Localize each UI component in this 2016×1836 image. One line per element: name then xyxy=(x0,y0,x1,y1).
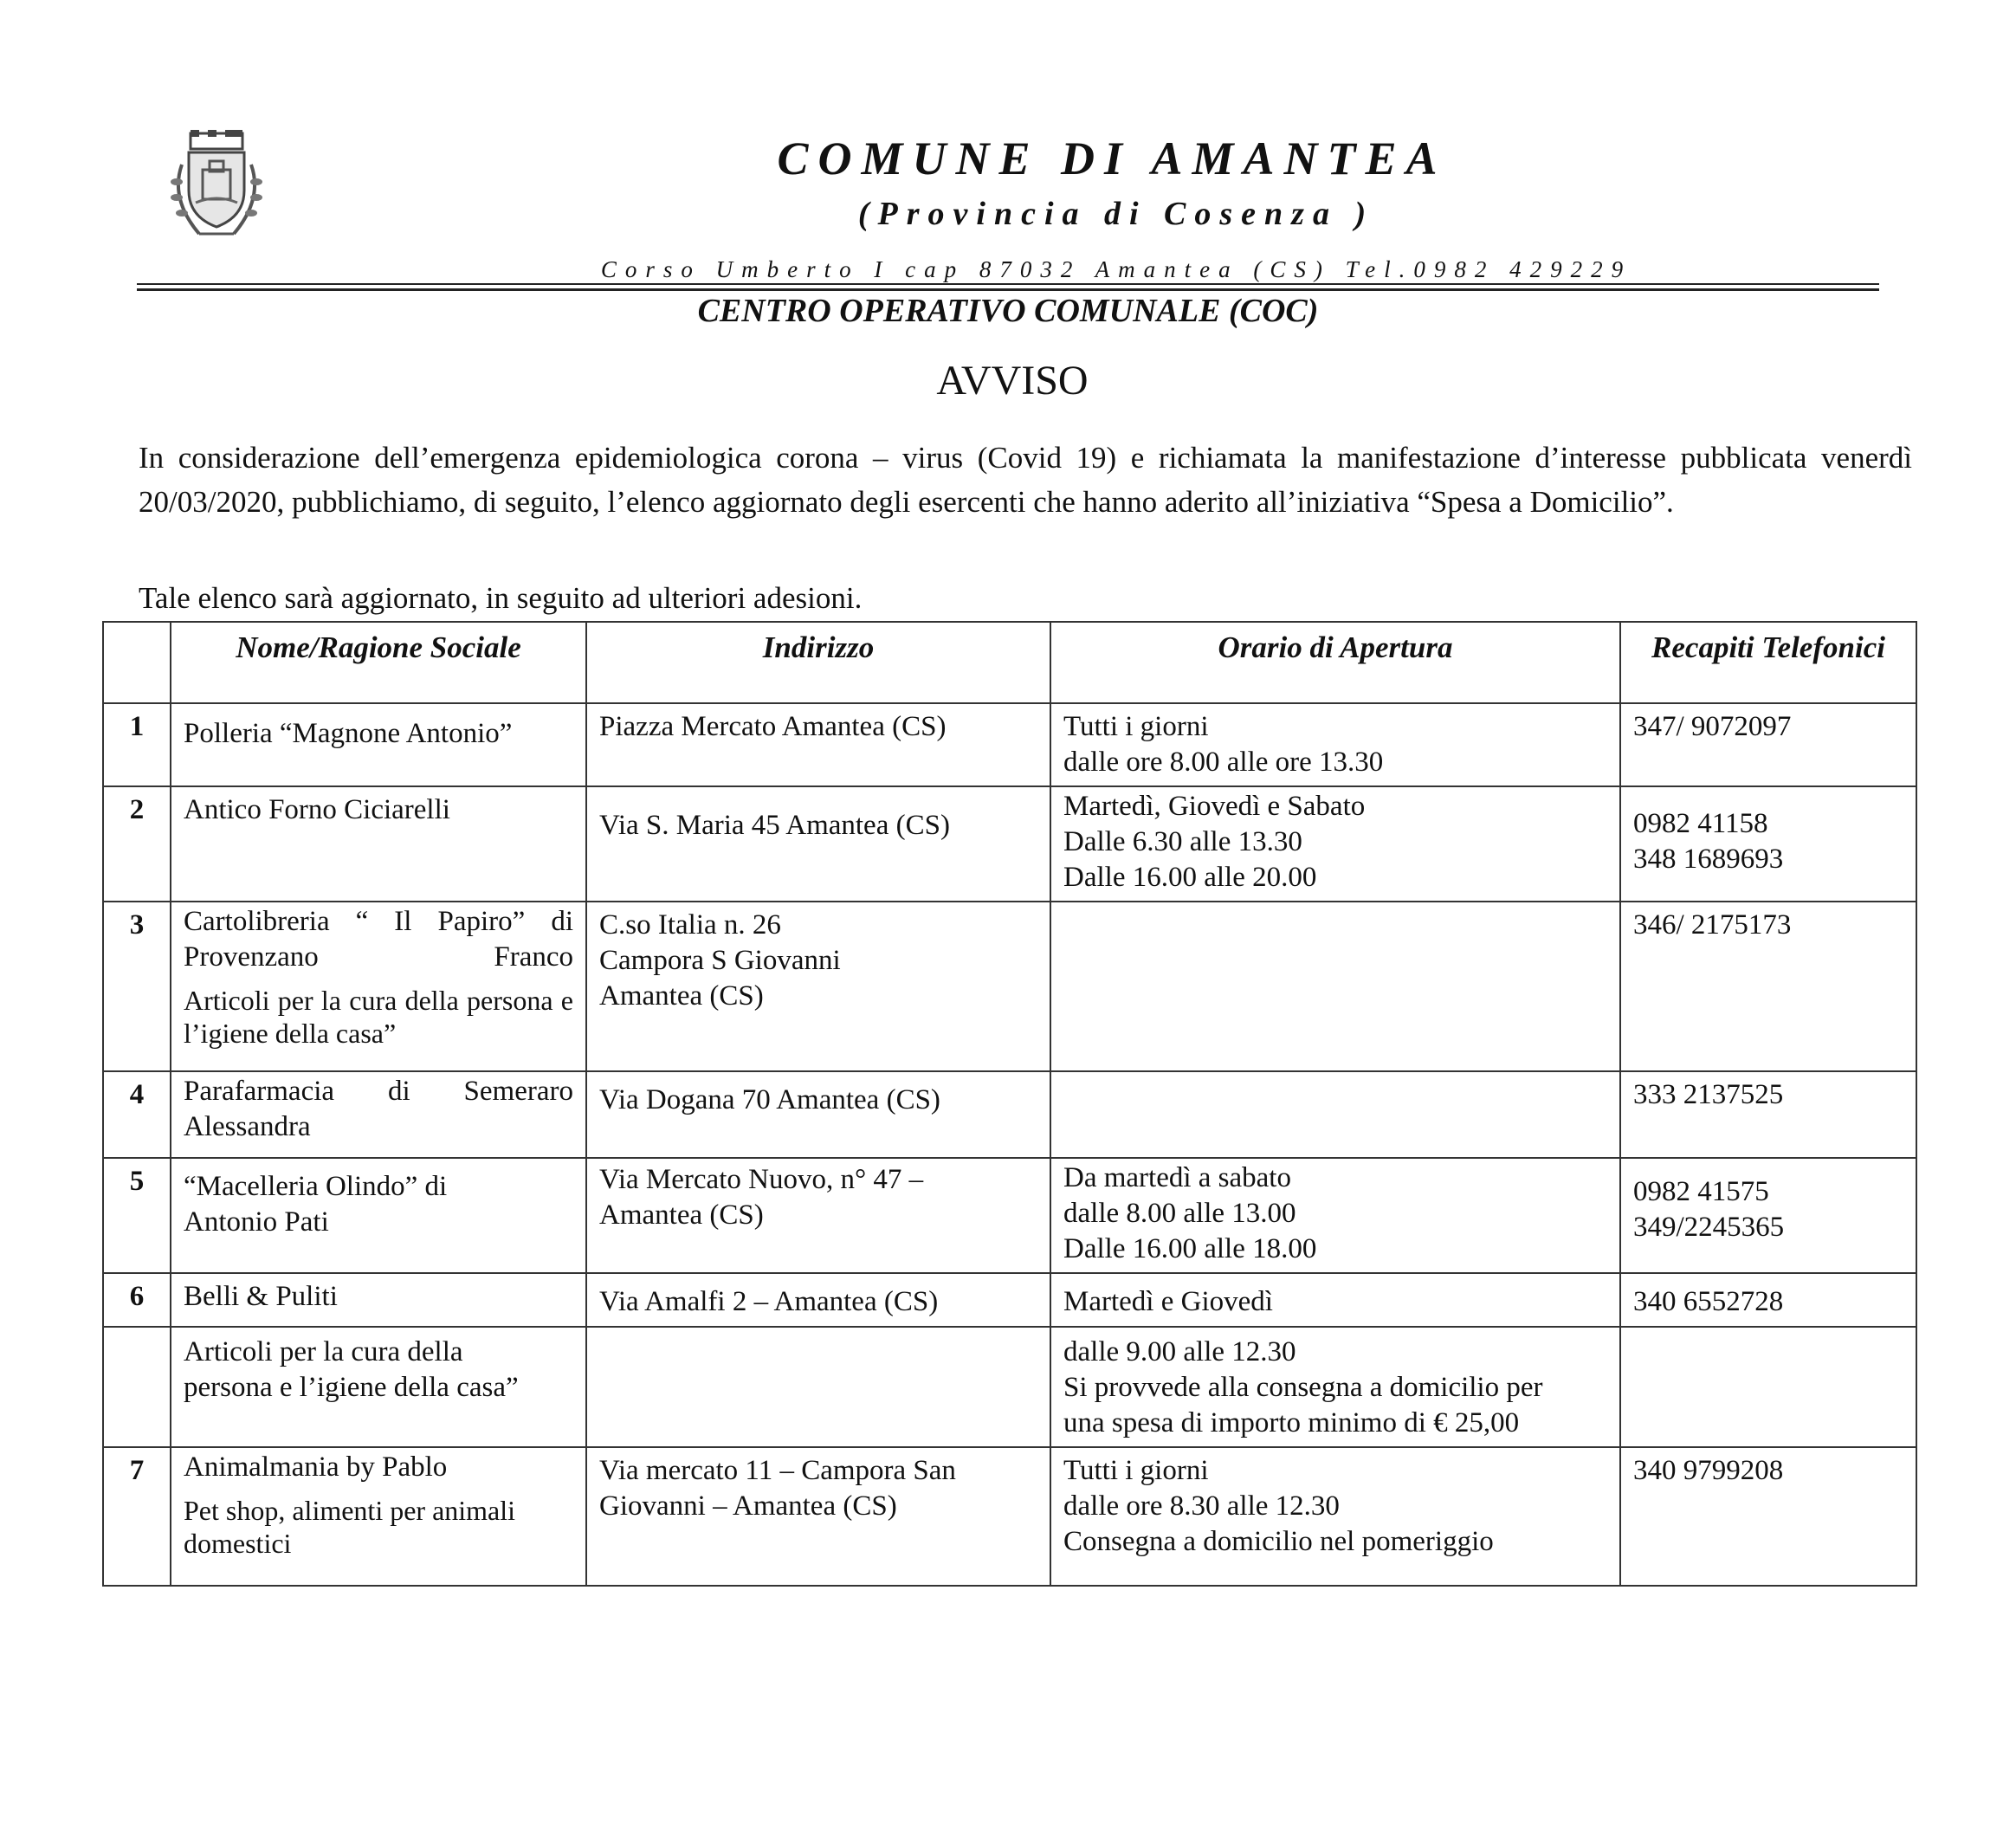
opening-hours: Martedì e Giovedì xyxy=(1050,1273,1620,1327)
address-line: Giovanni – Amantea (CS) xyxy=(599,1490,897,1522)
merchant-name: Animalmania by Pablo xyxy=(184,1451,448,1483)
column-header: Orario di Apertura xyxy=(1050,622,1620,703)
name-line: Antonio Pati xyxy=(184,1206,329,1238)
phone-numbers xyxy=(1620,902,1916,1071)
category-line: Articoli per la cura della xyxy=(184,1336,463,1367)
merchant-name-cell xyxy=(171,902,586,1071)
header-rule xyxy=(137,283,1879,285)
table-row xyxy=(103,902,1916,1071)
row-number: 4 xyxy=(103,1071,171,1158)
merchant-address: Via Amalfi 2 – Amantea (CS) xyxy=(586,1273,1050,1327)
hours-line: Tutti i giorni xyxy=(1063,711,1209,742)
merchant-name: Belli & Puliti xyxy=(171,1273,586,1327)
phone-number: 347/ 9072097 xyxy=(1633,711,1792,742)
table-row xyxy=(103,1447,1916,1586)
opening-hours xyxy=(1050,703,1620,786)
phone-number: 349/2245365 xyxy=(1633,1212,1785,1243)
phone-number: 346/ 2175173 xyxy=(1633,909,1792,941)
table-row xyxy=(103,1327,1916,1447)
merchant-name: Polleria “Magnone Antonio” xyxy=(171,703,586,786)
phone-numbers xyxy=(1620,703,1916,786)
hours-line: Consegna a domicilio nel pomeriggio xyxy=(1063,1526,1494,1557)
opening-hours xyxy=(1050,902,1620,1071)
address-line: Campora S Giovanni xyxy=(599,945,841,976)
table-row xyxy=(103,1071,1916,1158)
row-number: 2 xyxy=(103,786,171,902)
phone-number: 0982 41158 xyxy=(1633,808,1768,839)
merchant-address xyxy=(586,902,1050,1071)
header-rule-thick xyxy=(137,288,1879,291)
opening-hours xyxy=(1050,786,1620,902)
merchant-name: Parafarmacia di Semeraro Alessandra xyxy=(184,1076,573,1142)
column-header: Nome/Ragione Sociale xyxy=(171,622,586,703)
hours-line: Martedì, Giovedì e Sabato xyxy=(1063,791,1366,822)
name-line: “Macelleria Olindo” di xyxy=(184,1171,448,1202)
ente-name: COMUNE DI AMANTEA xyxy=(777,133,1447,184)
row-number: 7 xyxy=(103,1447,171,1586)
merchant-address xyxy=(586,1158,1050,1273)
phone-number: 0982 41575 xyxy=(1633,1176,1769,1207)
phone-number: 348 1689693 xyxy=(1633,844,1784,875)
hours-line: dalle 8.00 alle 13.00 xyxy=(1063,1198,1296,1229)
category-line: persona e l’igiene della casa” xyxy=(184,1372,519,1403)
hours-line: dalle ore 8.00 alle ore 13.30 xyxy=(1063,747,1384,778)
merchant-address xyxy=(586,1447,1050,1586)
table-row xyxy=(103,1273,1916,1327)
table-header-row xyxy=(103,622,1916,703)
merchant-name: Cartolibreria “ Il Papiro” di Provenzano Franco xyxy=(184,906,573,973)
address-line: C.so Italia n. 26 xyxy=(599,909,781,941)
ente-province: (Provincia di Cosenza ) xyxy=(857,196,1375,232)
phone-numbers xyxy=(1620,1273,1916,1327)
phone-numbers xyxy=(1620,1071,1916,1158)
merchant-name xyxy=(171,1158,586,1273)
address-line: Via mercato 11 – Campora San xyxy=(599,1455,956,1486)
merchant-address: Piazza Mercato Amantea (CS) xyxy=(586,703,1050,786)
merchant-name-cell xyxy=(171,1447,586,1586)
phone-numbers-empty xyxy=(1620,1327,1916,1447)
phone-numbers xyxy=(1620,786,1916,902)
phone-number: 340 9799208 xyxy=(1633,1455,1784,1486)
address-line: Amantea (CS) xyxy=(599,1199,764,1231)
column-header xyxy=(103,622,171,703)
row-number: 6 xyxy=(103,1273,171,1327)
opening-hours xyxy=(1050,1158,1620,1273)
notice-paragraph: In considerazione dell’emergenza epidemiologica corona – virus (Covid 19) e richiamata la manifestazione d’interesse pubblicata venerdì 20/03/2020, pubblichiamo, di seguito, l’elenco aggiornato degli esercenti che hanno aderito all’iniziativa “Spesa a Domicilio”. xyxy=(139,441,1912,519)
merchant-category xyxy=(171,1327,586,1447)
merchant-name-cell xyxy=(171,1071,586,1158)
row-number: 1 xyxy=(103,703,171,786)
row-number-empty xyxy=(103,1327,171,1447)
merchant-address-empty xyxy=(586,1327,1050,1447)
hours-line: Si provvede alla consegna a domicilio per xyxy=(1063,1372,1543,1403)
merchant-category: Pet shop, alimenti per animali domestici xyxy=(184,1495,516,1559)
hours-line: Da martedì a sabato xyxy=(1063,1162,1291,1193)
notice-title: AVVISO xyxy=(936,358,1089,404)
hours-line: dalle ore 8.30 alle 12.30 xyxy=(1063,1490,1340,1522)
hours-line: una spesa di importo minimo di € 25,00 xyxy=(1063,1407,1520,1438)
opening-hours xyxy=(1050,1327,1620,1447)
office-title: CENTRO OPERATIVO COMUNALE (COC) xyxy=(697,293,1319,329)
row-number: 3 xyxy=(103,902,171,1071)
row-number: 5 xyxy=(103,1158,171,1273)
opening-hours xyxy=(1050,1447,1620,1586)
hours-line: Dalle 16.00 alle 20.00 xyxy=(1063,862,1317,893)
table-row xyxy=(103,1158,1916,1273)
notice-paragraph: Tale elenco sarà aggiornato, in seguito ad ulteriori adesioni. xyxy=(139,581,863,615)
column-header: Indirizzo xyxy=(586,622,1050,703)
table-row xyxy=(103,703,1916,786)
hours-line: dalle 9.00 alle 12.30 xyxy=(1063,1336,1296,1367)
merchant-name: Antico Forno Ciciarelli xyxy=(171,786,586,902)
address-line: Amantea (CS) xyxy=(599,980,764,1012)
merchant-category: Articoli per la cura della persona e l’igiene della casa” xyxy=(184,985,573,1049)
hours-line: Dalle 16.00 alle 18.00 xyxy=(1063,1233,1317,1264)
hours-line: Dalle 6.30 alle 13.30 xyxy=(1063,826,1302,857)
column-header: Recapiti Telefonici xyxy=(1620,622,1916,703)
merchant-address: Via Dogana 70 Amantea (CS) xyxy=(586,1071,1050,1158)
phone-numbers xyxy=(1620,1447,1916,1586)
ente-address: Corso Umberto I cap 87032 Amantea (CS) Tel.0982 429229 xyxy=(600,256,1632,282)
merchant-address: Via S. Maria 45 Amantea (CS) xyxy=(586,786,1050,902)
phone-number: 333 2137525 xyxy=(1633,1079,1784,1110)
merchants-table xyxy=(102,621,1917,1587)
table-row xyxy=(103,786,1916,902)
opening-hours xyxy=(1050,1071,1620,1158)
phone-number: 340 6552728 xyxy=(1633,1286,1784,1317)
hours-line: Tutti i giorni xyxy=(1063,1455,1209,1486)
address-line: Via Mercato Nuovo, n° 47 – xyxy=(599,1164,924,1195)
phone-numbers xyxy=(1620,1158,1916,1273)
